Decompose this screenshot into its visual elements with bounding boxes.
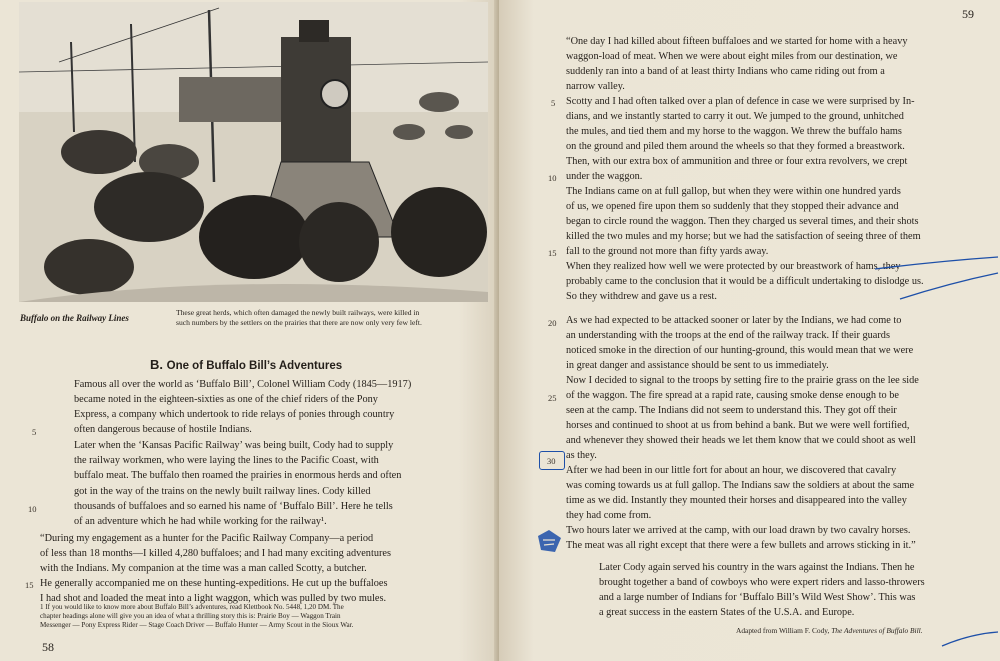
text-line: and a large number of Indians for ‘Buffalo Bill’s Wild West Show’. This was [599, 592, 916, 603]
text-line: Two hours later we arrived at the camp, with our load drawn by two cavalry horses. [566, 525, 911, 536]
text-line: became noted in the eighteen-sixties as one of the chief riders of the Pony [74, 394, 378, 405]
attribution-prefix: Adapted from William F. Cody, [736, 626, 832, 635]
text-line: in great danger and assistance should be sent to us immediately. [566, 360, 829, 371]
attribution [736, 626, 923, 635]
text-line: the mules, and tied them and my horse to the waggon. We threw the buffalo hams [566, 126, 902, 137]
text-line: Famous all over the world as ‘Buffalo Bill’, Colonel William Cody (1845—1917) [74, 379, 412, 390]
pen-box-annotation [539, 451, 565, 470]
text-line: After we had been in our little fort for about an hour, we discovered that cavalry [566, 465, 897, 476]
text-line: they had come from. [566, 510, 652, 521]
text-line: He generally accompanied me on these hunting-expeditions. He cut up the buffaloes [40, 578, 388, 589]
text-line: a great success in the eastern States of the U.S.A. and Europe. [599, 607, 855, 618]
text-line: under the waggon. [566, 171, 643, 182]
text-line: time as we did. Instantly they mounted their horses and disappeared into the valley [566, 495, 907, 506]
text-line: So they withdrew and gave us a rest. [566, 291, 717, 302]
text-line: began to circle round the waggon. Then they charged us several times, and their shots [566, 216, 919, 227]
caption-title: Buffalo on the Railway Lines [20, 313, 129, 323]
caption-line: These great herds, which often damaged the newly built railways, were killed in [176, 308, 420, 317]
text-line: noticed smoke in the direction of our hunting-ground, this would mean that we were [566, 345, 914, 356]
text-line: Later when the ‘Kansas Pacific Railway’ was being built, Cody had to supply [74, 440, 394, 451]
line-number: 5 [551, 98, 556, 108]
section-heading [150, 357, 342, 372]
text-line: of less than 18 months—I killed 4,280 buffaloes; and I had many exciting adventures [40, 548, 391, 559]
page-number-right: 59 [962, 7, 974, 21]
text-line: The Indians came on at full gallop, but when they were within one hundred yards [566, 186, 901, 197]
text-line: probably came to the conclusion that it would be a difficult undertaking to dislodge us. [566, 276, 924, 287]
line-number-30-circled: 30 [547, 456, 556, 466]
text-line: “During my engagement as a hunter for the Pacific Railway Company—a period [40, 533, 374, 544]
text-line: narrow valley. [566, 81, 625, 92]
text-line: of an adventure which he had while working for the railway¹. [74, 516, 327, 527]
text-line: an understanding with the troops at the end of the railway track. If their guards [566, 330, 890, 341]
section-title: One of Buffalo Bill’s Adventures [166, 360, 343, 372]
text-line: The meat was all right except that there were a few bullets and arrows sticking in it.” [566, 540, 916, 551]
text-line: Now I decided to signal to the troops by setting fire to the prairie grass on the lee side [566, 375, 919, 386]
text-line: Express, a company which undertook to ride relays of ponies through country [74, 409, 395, 420]
page-number-left: 58 [42, 640, 54, 654]
line-number: 20 [548, 318, 557, 328]
caption-text [176, 308, 486, 327]
text-line: often dangerous because of hostile Indians. [74, 424, 252, 435]
text-line: killed the two mules and my horse; but we had the satisfaction of seeing three of them [566, 231, 921, 242]
line-number: 10 [28, 504, 37, 514]
buffalo-train-illustration [19, 2, 488, 302]
text-line: dians, and we instantly started to carry it out. We jumped to the ground, unhitched [566, 111, 904, 122]
text-line: Later Cody again served his country in the wars against the Indians. Then he [599, 562, 915, 573]
text-line: thousands of buffaloes and so earned his name of ‘Buffalo Bill’. Here he tells [74, 501, 393, 512]
text-line: As we had expected to be attacked sooner or later by the Indians, we had come to [566, 315, 902, 326]
text-line: on the ground and piled them around the wheels so that they formed a breastwork. [566, 141, 905, 152]
text-line: was coming towards us at full gallop. The Indians saw the soldiers at about the same [566, 480, 915, 491]
text-line: Scotty and I had often talked over a plan of defence in case we were surprised by In- [566, 96, 915, 107]
line-number: 15 [548, 248, 557, 258]
text-line: When they realized how well we were protected by our breastwork of hams, they [566, 261, 901, 272]
text-line: brought together a band of cowboys who were expert riders and lasso-throwers [599, 577, 925, 588]
text-line: as they. [566, 450, 597, 461]
line-number: 25 [548, 393, 557, 403]
text-line: of the waggon. The fire spread at a rapid rate, causing smoke dense enough to be [566, 390, 899, 401]
text-line: “One day I had killed about fifteen buffaloes and we started for home with a heavy [566, 36, 908, 47]
line-number: 5 [32, 427, 37, 437]
text-line: got in the way of the trains on the newly built railway lines. Cody killed [74, 486, 371, 497]
footnote-line: 1 If you would like to know more about Buffalo Bill’s adventures, read Klettbook No. 5448, 1,20 DM. The [40, 603, 344, 611]
text-line: horses and continued to shoot at us from behind a bank. But we were well fortified, [566, 420, 910, 431]
text-line: of us, we opened fire upon them so suddenly that they stopped their advance and [566, 201, 899, 212]
text-line: fall to the ground not more than fifty yards away. [566, 246, 769, 257]
line-number: 10 [548, 173, 557, 183]
text-line: seen at the camp. The Indians did not seem to understand this. They got off their [566, 405, 897, 416]
text-line: I had shot and loaded the meat into a light waggon, which was pulled by two mules. [40, 593, 387, 604]
line-number: 15 [25, 580, 34, 590]
footnote [40, 603, 470, 630]
text-line: and whenever they showed their heads we let them know that we could shoot as well [566, 435, 916, 446]
text-line: the railway workmen, who were laying the lines to the Pacific Coast, with [74, 455, 379, 466]
text-line: suddenly ran into a band of at least thirty Indians who came riding out from a [566, 66, 885, 77]
footnote-line: chapter headings alone will give you an idea of what a thrilling story this is: Prairie Boy — Waggon Train [40, 612, 341, 620]
attribution-title: The Adventures of Buffalo Bill. [831, 626, 923, 635]
left-page [0, 0, 499, 661]
text-line: waggon-load of meat. When we were about eight miles from our destination, we [566, 51, 898, 62]
text-line: with the Indians. My companion at the time was a man called Scotty, a butcher. [40, 563, 367, 574]
text-line: buffalo meat. The buffalo then roamed the prairies in enormous herds and often [74, 470, 402, 481]
caption-line: such numbers by the settlers on the prairies that there are now only very few left. [176, 317, 422, 327]
section-letter: B. [150, 357, 163, 372]
footnote-line: Messenger — Pony Express Rider — Stage Coach Driver — Buffalo Hunter — Army Scout in the Sioux War. [40, 621, 354, 629]
text-line: Then, with our extra box of ammunition and three or four extra revolvers, we crept [566, 156, 908, 167]
